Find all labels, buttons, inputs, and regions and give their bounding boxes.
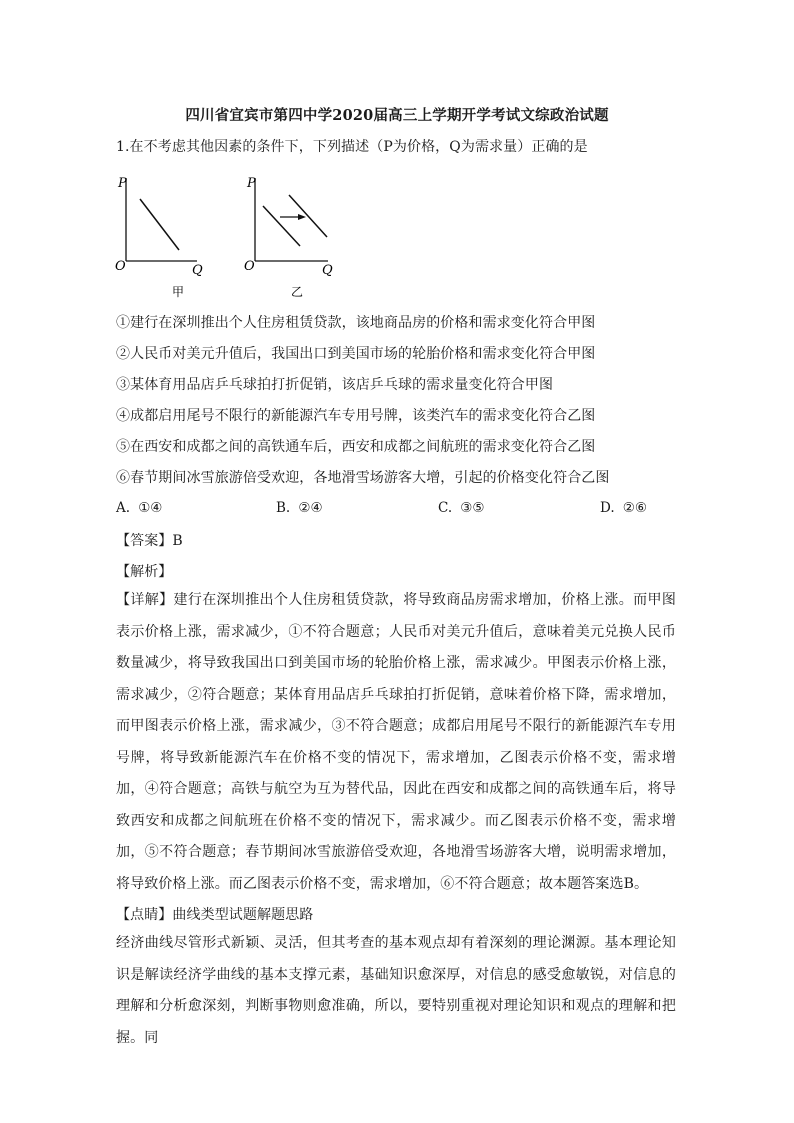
demand-curve-d1: [263, 206, 300, 246]
choice-text: ①④: [138, 500, 163, 516]
page-title: 四川省宜宾市第四中学2020届高三上学期开学考试文综政治试题: [185, 107, 609, 124]
choice-b: [276, 500, 323, 516]
detail-paragraph: 【详解】建行在深圳推出个人住房租赁贷款，将导致商品房需求增加，价格上涨。而甲图表示价格上涨，需求减少，①不符合题意；人民币对美元升值后，意味着美元兑换人民币数量减少，将导致我国出口到美国市场的轮胎价格上涨，需求减少。甲图表示价格上涨，需求减少，②符合题意；某体育用品店乒乓球拍打折促销，意味着价格下降，需求增加，而甲图表示价格上涨，需求减少，③不符合题意；成都启用尾号不限行的新能源汽车专用号牌，将导致新能源汽车在价格不变的情况下，需求增加，乙图表示价格不变，需求增加，④符合题意；高铁与航空为互为替代品，因此在西安和成都之间的高铁通车后，将导致西安和成都之间航班在价格不变的情况下，需求减少。而乙图表示价格不变，需求增加，⑤不符合题意；春节期间冰雪旅游倍受欢迎，各地滑雪场游客大增，说明需求增加，将导致价格上涨。而乙图表示价格不变，需求增加，⑥不符合题意；故本题答案选B。: [116, 592, 676, 892]
graph-caption: 乙: [291, 285, 304, 299]
axis-p-label: P: [247, 176, 256, 191]
demand-curve-d2: [289, 195, 327, 237]
origin-label: O: [115, 259, 126, 274]
origin-label: O: [244, 259, 255, 274]
statement-1: ①建行在深圳推出个人住房租赁贷款，该地商品房的价格和需求变化符合甲图: [116, 315, 596, 331]
axis-q-label: Q: [192, 263, 203, 278]
graph-jia: [112, 170, 212, 300]
analysis-heading: 【解析】: [116, 564, 173, 580]
question-stem: 1.在不考虑其他因素的条件下，下列描述（P为价格，Q为需求量）正确的是: [116, 139, 588, 155]
graph-jia-axes: [126, 178, 197, 261]
statement-3: ③某体育用品店乒乓球拍打折促销，该店乒乓球的需求量变化符合甲图: [116, 377, 554, 393]
axis-p-label: P: [118, 176, 127, 191]
choice-letter: B.: [276, 500, 291, 516]
shift-arrow: [280, 214, 306, 220]
choice-letter: C.: [438, 500, 453, 516]
statement-4: ④成都启用尾号不限行的新能源汽车专用号牌，该类汽车的需求变化符合乙图: [116, 408, 596, 424]
choice-a: [116, 500, 162, 516]
demand-curve: [140, 199, 179, 250]
choice-d: [600, 500, 647, 516]
graph-yi-axes: [255, 178, 328, 261]
axis-q-label: Q: [322, 263, 333, 278]
choice-c: [438, 500, 485, 516]
choice-text: ②⑥: [622, 500, 647, 516]
answer-line: 【答案】B: [116, 533, 183, 549]
statement-5: ⑤在西安和成都之间的高铁通车后，西安和成都之间航班的需求变化符合乙图: [116, 439, 596, 455]
graph-caption: 甲: [172, 285, 185, 299]
choice-text: ②④: [298, 500, 323, 516]
graph-yi: [240, 170, 350, 300]
choice-text: ③⑤: [460, 500, 485, 516]
choice-letter: A.: [116, 500, 131, 516]
tip-heading: 【点睛】曲线类型试题解题思路: [116, 907, 314, 923]
choice-letter: D.: [600, 500, 615, 516]
tip-paragraph: 经济曲线尽管形式新颖、灵活，但其考查的基本观点却有着深刻的理论渊源。基本理论知识是解读经济学曲线的基本支撑元素，基础知识愈深厚，对信息的感受愈敏锐，对信息的理解和分析愈深刻，判断事物则愈准确，所以，要特别重视对理论知识和观点的理解和把握。同: [116, 935, 676, 1046]
statement-6: ⑥春节期间冰雪旅游倍受欢迎，各地滑雪场游客大增，引起的价格变化符合乙图: [116, 470, 610, 486]
statement-2: ②人民币对美元升值后，我国出口到美国市场的轮胎价格和需求变化符合甲图: [116, 346, 596, 362]
